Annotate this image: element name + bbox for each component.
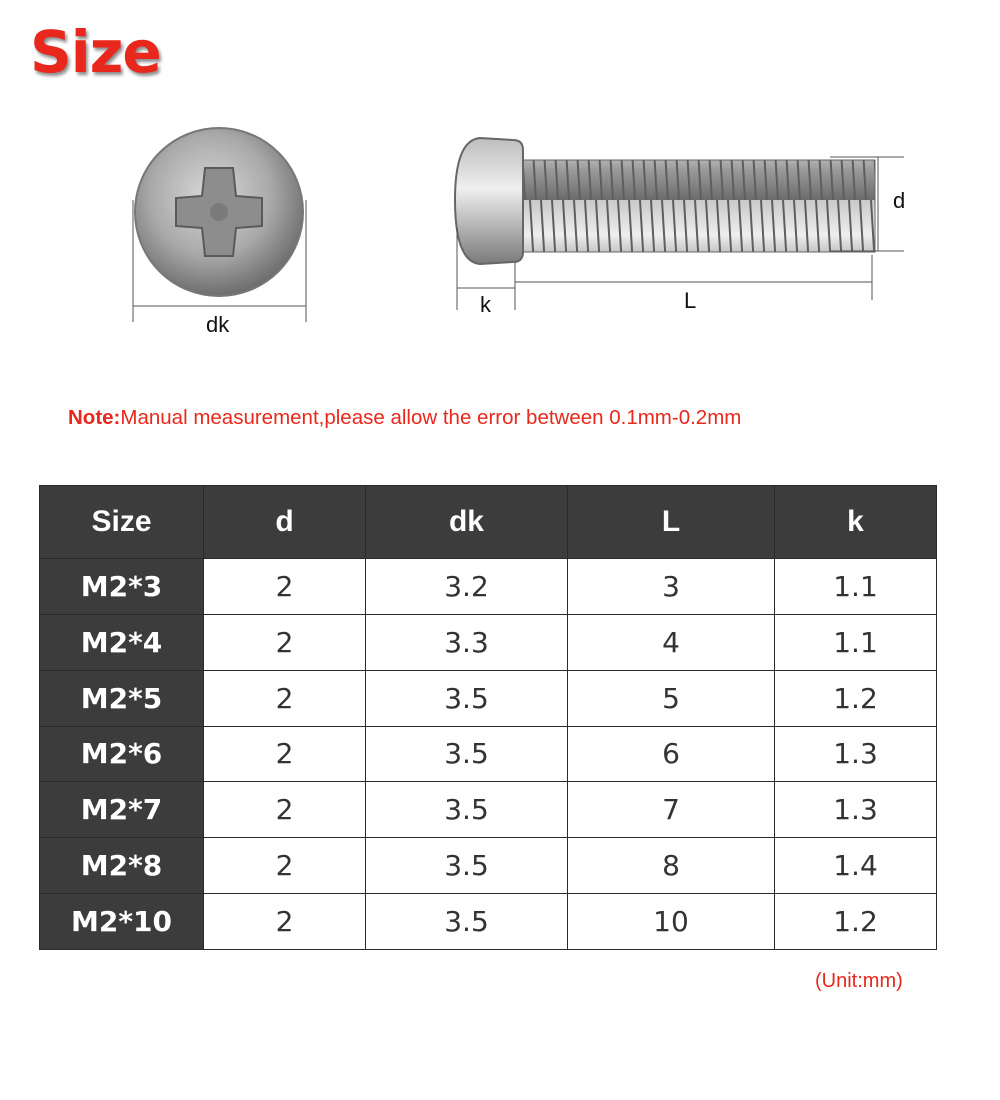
d-cell: 2: [204, 838, 366, 894]
k-cell: 1.1: [775, 559, 937, 615]
table-row: [40, 670, 937, 726]
d-label: d: [893, 188, 906, 213]
size-cell: M2*4: [40, 614, 204, 670]
header-d: d: [204, 486, 366, 559]
table-row: [40, 559, 937, 615]
header-k: k: [775, 486, 937, 559]
dk-label: dk: [206, 312, 230, 337]
k-cell: 1.3: [775, 782, 937, 838]
dk-cell: 3.5: [366, 726, 568, 782]
table-row: [40, 838, 937, 894]
note-text: Manual measurement,please allow the error between 0.1mm-0.2mm: [120, 406, 742, 429]
k-cell: 1.2: [775, 894, 937, 950]
k-cell: 1.1: [775, 614, 937, 670]
screw-side-view: [455, 138, 875, 264]
l-cell: 6: [568, 726, 775, 782]
dk-cell: 3.5: [366, 782, 568, 838]
screw-diagram: [0, 0, 1000, 400]
header-l: L: [568, 486, 775, 559]
header-dk: dk: [366, 486, 568, 559]
table-header-row: [40, 486, 937, 559]
note-prefix: Note:: [68, 406, 121, 429]
size-cell: M2*7: [40, 782, 204, 838]
table-row: [40, 894, 937, 950]
table-row: [40, 782, 937, 838]
size-cell: M2*10: [40, 894, 204, 950]
dk-cell: 3.3: [366, 614, 568, 670]
l-cell: 5: [568, 670, 775, 726]
dk-cell: 3.2: [366, 559, 568, 615]
d-cell: 2: [204, 559, 366, 615]
k-cell: 1.4: [775, 838, 937, 894]
measurement-note: [68, 406, 741, 430]
k-label: k: [480, 292, 491, 317]
page-title: Size: [30, 18, 161, 86]
size-spec-table: [39, 485, 937, 950]
unit-label: (Unit:mm): [815, 970, 903, 992]
l-cell: 8: [568, 838, 775, 894]
size-cell: M2*5: [40, 670, 204, 726]
d-cell: 2: [204, 782, 366, 838]
l-cell: 4: [568, 614, 775, 670]
l-cell: 7: [568, 782, 775, 838]
d-cell: 2: [204, 726, 366, 782]
table-row: [40, 614, 937, 670]
d-cell: 2: [204, 614, 366, 670]
l-cell: 10: [568, 894, 775, 950]
l-cell: 3: [568, 559, 775, 615]
header-size: Size: [40, 486, 204, 559]
dk-cell: 3.5: [366, 670, 568, 726]
dk-cell: 3.5: [366, 838, 568, 894]
screw-head-top-view: [135, 128, 303, 296]
size-cell: M2*8: [40, 838, 204, 894]
dk-cell: 3.5: [366, 894, 568, 950]
l-label: L: [684, 288, 697, 313]
d-cell: 2: [204, 894, 366, 950]
size-cell: M2*6: [40, 726, 204, 782]
k-cell: 1.3: [775, 726, 937, 782]
table-row: [40, 726, 937, 782]
d-cell: 2: [204, 670, 366, 726]
size-cell: M2*3: [40, 559, 204, 615]
k-cell: 1.2: [775, 670, 937, 726]
